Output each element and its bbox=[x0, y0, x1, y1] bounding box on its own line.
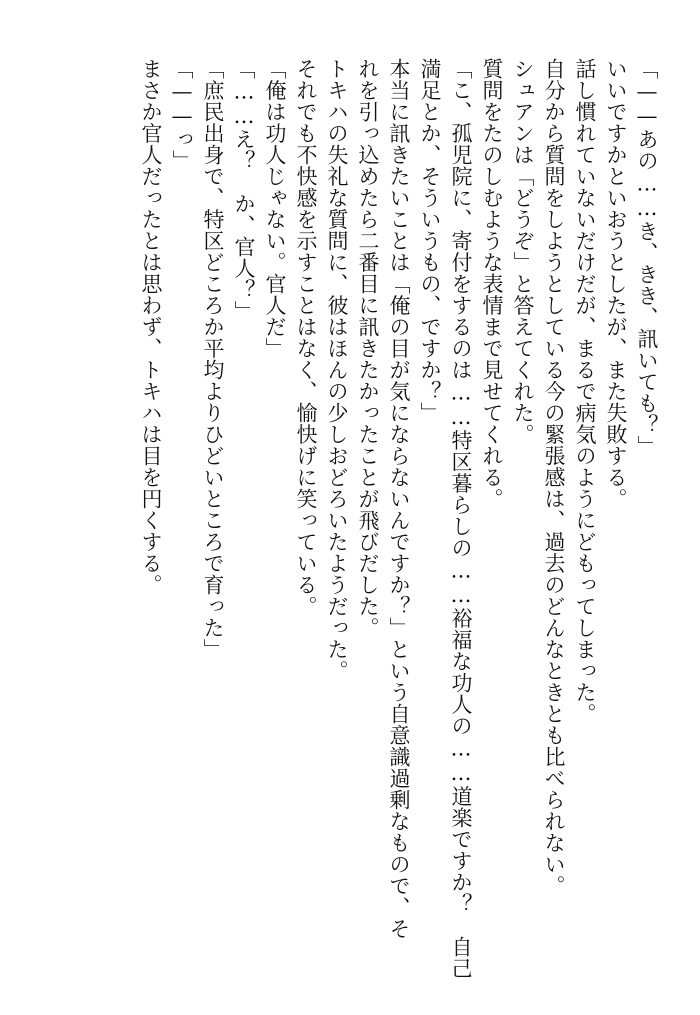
text-line: いいですかといおうとしたが、また失敗する。 bbox=[604, 58, 628, 510]
text-line: それでも不快感を示すことはなく、愉快げに笑っている。 bbox=[294, 58, 318, 617]
text-line: 満足とか、そういうもの、ですか？」 bbox=[418, 58, 442, 424]
text-line: 「——っ」 bbox=[170, 58, 194, 172]
text-line: 「——あの……き、きき、訊いても？」 bbox=[635, 58, 659, 457]
text-line: 「……え？ か、官人？」 bbox=[232, 58, 256, 322]
text-line: 「俺は功人じゃない。官人だ」 bbox=[263, 58, 287, 359]
text-line: 話し慣れていないだけだが、まるで病気のようにどもってしまった。 bbox=[573, 58, 597, 725]
text-line: 質問をたのしむような表情まで見せてくれる。 bbox=[480, 58, 504, 510]
vertical-text-body bbox=[22, 58, 662, 978]
text-line: シュアンは「どうぞ」と答えてくれた。 bbox=[511, 58, 535, 445]
text-line: 自分から質問をしようとしている今の緊張感は、過去のどんなときとも比べられない。 bbox=[542, 58, 566, 897]
text-line: まさか官人だったとは思わず、トキハは目を円くする。 bbox=[139, 58, 163, 596]
text-line: れを引っ込めたら二番目に訊きたかったことが飛びだした。 bbox=[356, 58, 380, 639]
text-line: 「こ、孤児院に、寄付をするのは……特区暮らしの……裕福な功人の……道楽ですか？ 自己 bbox=[449, 58, 473, 979]
text-line: 「庶民出身で、特区どころか平均よりひどいところで育った」 bbox=[201, 58, 225, 660]
text-line: 本当に訊きたいことは「俺の目が気にならないんですか？」という自意識過剰なもので、そ bbox=[387, 58, 411, 940]
text-line: トキハの失礼な質問に、彼はほんの少しおどろいたようだった。 bbox=[325, 58, 349, 682]
